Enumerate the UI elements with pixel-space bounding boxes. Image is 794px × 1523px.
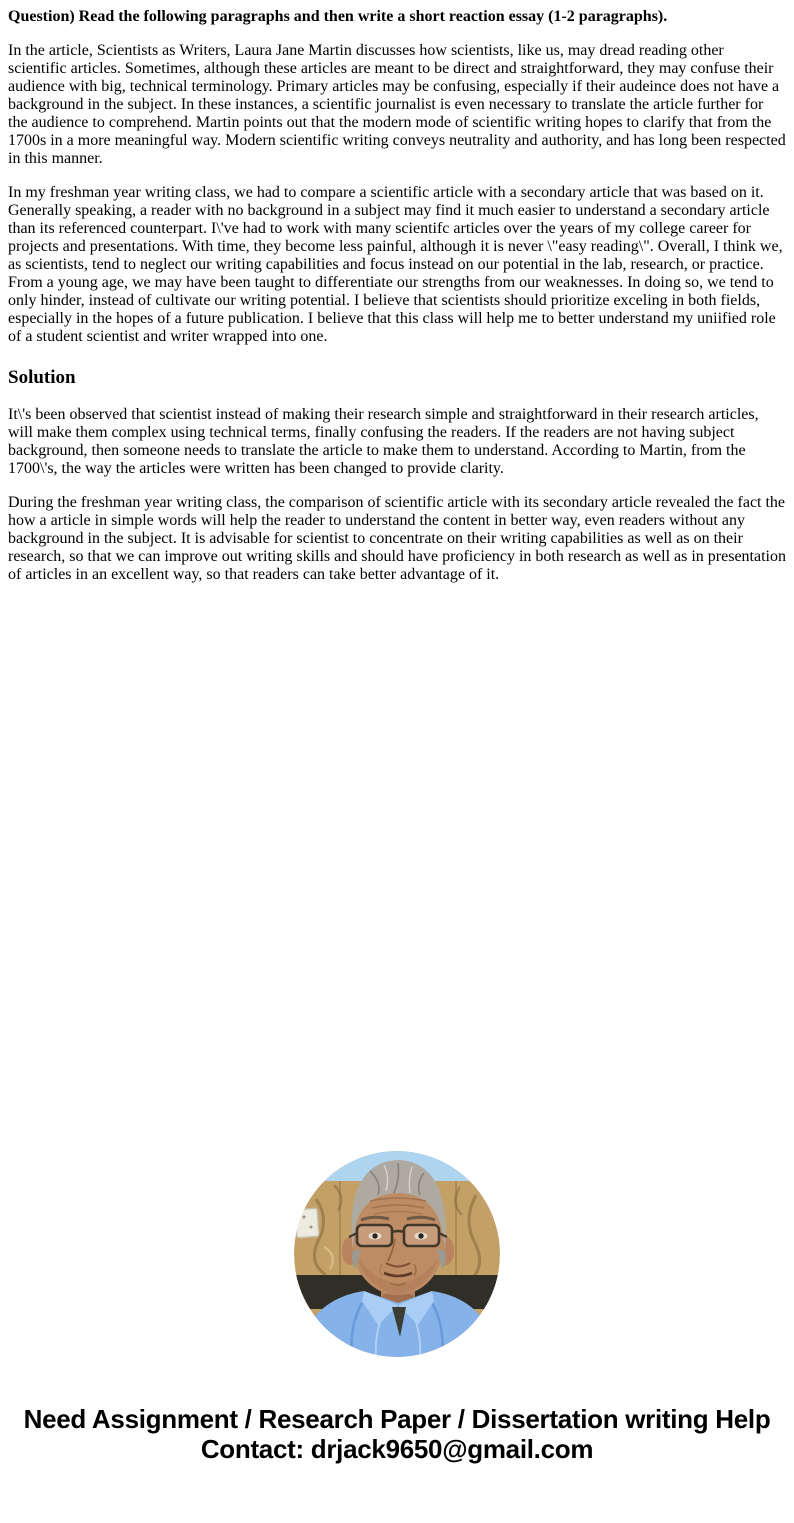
footer-contact-email: Contact: drjack9650@gmail.com [200,1434,594,1464]
footer-banner [8,1404,786,1464]
avatar-container [8,1151,786,1357]
essay-paragraph-1: In the article, Scientists as Writers, Laura Jane Martin discusses how scientists, like us, may dread reading other scientific articles. Sometimes, although these articles are meant to be direct and straightforward, they may confuse their audience with big, technical terminology. Primary articles may be confusing, especially if their audeince does not have a background in the subject. In these instances, a scientific journalist is even necessary to translate the article further for the audience to comprehend. Martin points out that the modern mode of scientific writing hopes to clarify that from the 1700s in a more meaningful way. Modern scientific writing conveys neutrality and authority, and has long been respected in this manner. [8,42,786,167]
solution-heading: Solution [8,367,76,388]
essay-paragraph-2: In my freshman year writing class, we had to compare a scientific article with a secondary article that was based on it. Generally speaking, a reader with no background in a subject may find it much easier to understand a secondary article than its referenced counterpart. I\'ve had to work with many scientifc articles over the years of my college career for projects and presentations. With time, they become less painful, although it is never \"easy reading\". Overall, I think we, as scientists, tend to neglect our writing capabilities and focus instead on our potential in the lab, research, or practice. From a young age, we may have been taught to differentiate our strengths from our weaknesses. In doing so, we tend to only hinder, instead of cultivate our writing potential. I believe that scientists should prioritize exceling in both fields, especially in the hopes of a future publication. I believe that this class will help me to better understand my uniified role of a student scientist and writer wrapped into one. [8,184,783,345]
profile-photo [294,1151,500,1357]
profile-photo-illustration [294,1151,500,1357]
question-heading: Question) Read the following paragraphs and then write a short reaction essay (1-2 paragraphs). [8,8,668,25]
footer-help-text: Need Assignment / Research Paper / Dissertation writing Help [23,1404,771,1434]
solution-paragraph-1: It\'s been observed that scientist instead of making their research simple and straightforward in their research articles, will make them complex using technical terms, finally confusing the readers. If the readers are not having subject background, then someone needs to translate the article to make them to understand. According to Martin, from the 1700\'s, the way the articles were written has been changed to provide clarity. [8,406,759,477]
solution-paragraph-2: During the freshman year writing class, the comparison of scientific article with its secondary article revealed the fact the how a article in simple words will help the reader to understand the content in better way, even readers without any background in the subject. It is advisable for scientist to concentrate on their writing capabilities as well as on their research, so that we can improve out writing skills and should have proficiency in both research as well as in presentation of articles in an excellent way, so that readers can take better advantage of it. [8,494,786,583]
document-page [8,8,786,1464]
